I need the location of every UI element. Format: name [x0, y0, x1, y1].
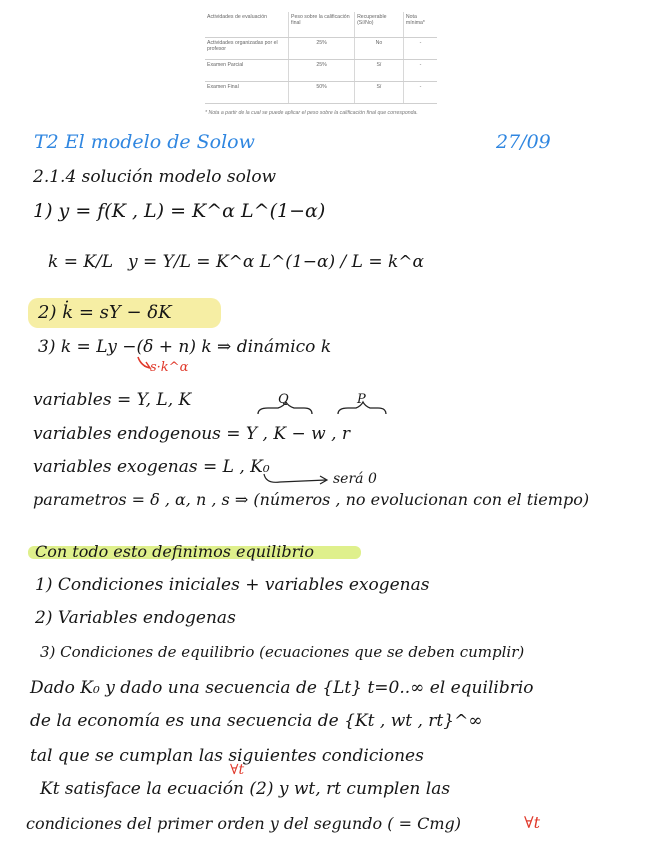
annotation-s-k-alpha: s·k^α	[150, 360, 189, 375]
label-q: Q	[278, 392, 289, 407]
equation-k-per-capita: k = K/L	[48, 252, 114, 272]
notes-title: T2 El modelo de Solow	[34, 131, 255, 153]
table-cell: Sí	[355, 60, 404, 82]
variables-line: variables = Y, L, K	[33, 390, 192, 410]
annotation-for-all-t-2: ∀t	[524, 813, 541, 832]
equation-capital-accumulation: 2) k̇ = sY − δK	[38, 302, 172, 323]
paragraph-line-4: Kt satisface la ecuación (2) y wt, rt cumplen las	[40, 779, 451, 799]
equation-production: 1) y = f(K , L) = K^α L^(1−α)	[33, 200, 326, 222]
table-cell: Examen Final	[205, 82, 289, 104]
notes-date: 27/09	[496, 131, 551, 153]
table-cell: -	[403, 60, 437, 82]
paragraph-line-3: tal que se cumplan las siguientes condiciones	[30, 746, 424, 766]
table-cell: Examen Parcial	[205, 60, 289, 82]
arrow-icon	[264, 474, 326, 482]
equilibrium-heading: Con todo esto definimos equilibrio	[35, 542, 315, 561]
table-footnote: * Nota a partir de la cual se puede aplicar el peso sobre la calificación final que corresponda.	[205, 110, 418, 116]
exogenous-note: será 0	[333, 471, 377, 487]
table-cell: Sí	[355, 82, 404, 104]
table-header: Nota mínima*	[403, 12, 437, 38]
paragraph-line-1: Dado K₀ y dado una secuencia de {Lt} t=0..∞ el equilibrio	[30, 678, 534, 698]
label-p: P	[357, 392, 366, 407]
table-header: Peso sobre la calificación final	[289, 12, 355, 38]
table-cell: 25%	[289, 60, 355, 82]
paragraph-line-5: condiciones del primer orden y del segundo ( = Cmg)	[26, 814, 461, 833]
red-arrow-icon	[144, 362, 150, 368]
annotation-for-all-t: ∀t	[230, 762, 245, 778]
table-cell: 25%	[289, 38, 355, 60]
brace-icon	[338, 402, 386, 414]
table-cell: -	[403, 38, 437, 60]
table-cell: 50%	[289, 82, 355, 104]
brace-icon	[258, 402, 312, 414]
equation-y-per-capita: y = Y/L = K^α L^(1−α) / L = k^α	[128, 252, 425, 272]
table-cell: Actividades organizadas por el profesor	[205, 38, 289, 60]
paragraph-line-2: de la economía es una secuencia de {Kt , wt , rt}^∞	[30, 711, 483, 731]
table-header: Recuperable (Sí/No)	[355, 12, 404, 38]
equation-dynamic-k: 3) k = Ly −(δ + n) k ⇒ dinámico k	[38, 337, 332, 357]
table-header: Actividades de evaluación	[205, 12, 289, 38]
condition-endogenous: 2) Variables endogenas	[35, 608, 236, 628]
table-cell: -	[403, 82, 437, 104]
section-heading: 2.1.4 solución modelo solow	[33, 167, 277, 187]
parameters-line: parametros = δ , α, n , s ⇒ (números , no evolucionan con el tiempo)	[33, 490, 590, 509]
endogenous-variables-line: variables endogenous = Y , K − w , r	[33, 424, 350, 444]
condition-equilibrium: 3) Condiciones de equilibrio (ecuaciones que se deben cumplir)	[40, 643, 525, 661]
condition-initial: 1) Condiciones iniciales + variables exogenas	[35, 575, 430, 595]
table-cell: No	[355, 38, 404, 60]
exogenous-variables-line: variables exogenas = L , K₀	[33, 457, 270, 477]
